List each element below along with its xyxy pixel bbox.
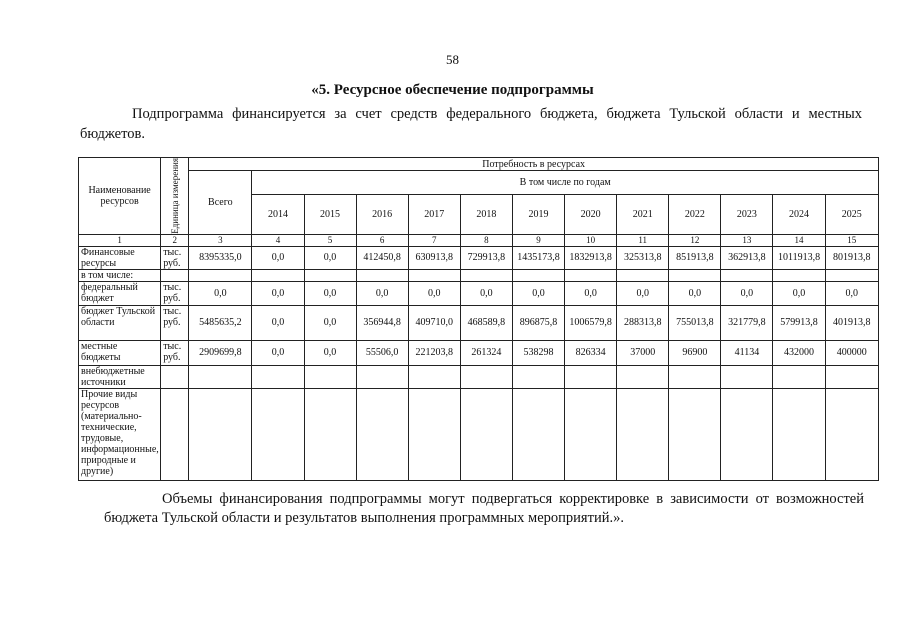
year-value-cell: 1435173,8	[512, 246, 564, 269]
column-number: 10	[565, 234, 617, 246]
year-value-cell	[721, 388, 773, 480]
unit-cell	[161, 388, 189, 480]
year-value-cell: 221203,8	[408, 340, 460, 365]
column-number: 5	[304, 234, 356, 246]
header-year: 2021	[617, 194, 669, 234]
header-year: 2017	[408, 194, 460, 234]
year-value-cell: 851913,8	[669, 246, 721, 269]
year-value-cell: 801913,8	[825, 246, 878, 269]
column-number: 8	[460, 234, 512, 246]
column-number: 7	[408, 234, 460, 246]
year-value-cell	[773, 388, 825, 480]
total-cell: 8395335,0	[189, 246, 252, 269]
year-value-cell: 1832913,8	[565, 246, 617, 269]
table-row	[79, 246, 879, 269]
year-value-cell	[356, 388, 408, 480]
year-value-cell	[617, 365, 669, 388]
total-cell	[189, 269, 252, 281]
year-value-cell	[565, 365, 617, 388]
total-cell: 0,0	[189, 281, 252, 305]
year-value-cell: 468589,8	[460, 305, 512, 340]
column-number: 12	[669, 234, 721, 246]
year-value-cell: 579913,8	[773, 305, 825, 340]
table-row	[79, 365, 879, 388]
header-year: 2018	[460, 194, 512, 234]
year-value-cell	[825, 365, 878, 388]
year-value-cell: 0,0	[773, 281, 825, 305]
year-value-cell: 1006579,8	[565, 305, 617, 340]
year-value-cell: 362913,8	[721, 246, 773, 269]
column-number: 15	[825, 234, 878, 246]
year-value-cell: 409710,0	[408, 305, 460, 340]
year-value-cell: 0,0	[356, 281, 408, 305]
year-value-cell	[669, 388, 721, 480]
year-value-cell	[825, 388, 878, 480]
year-value-cell	[773, 365, 825, 388]
year-value-cell: 96900	[669, 340, 721, 365]
year-value-cell	[408, 388, 460, 480]
year-value-cell	[669, 365, 721, 388]
column-number: 2	[161, 234, 189, 246]
column-numbers-row	[79, 234, 879, 246]
table-header	[79, 158, 879, 247]
year-value-cell: 0,0	[460, 281, 512, 305]
year-value-cell: 288313,8	[617, 305, 669, 340]
header-unit-text: Единица измерения	[169, 158, 180, 234]
header-total: Всего	[189, 171, 252, 235]
year-value-cell: 401913,8	[825, 305, 878, 340]
year-value-cell: 321779,8	[721, 305, 773, 340]
header-year: 2022	[669, 194, 721, 234]
unit-cell: тыс. руб.	[161, 246, 189, 269]
year-value-cell	[304, 365, 356, 388]
year-value-cell: 0,0	[512, 281, 564, 305]
total-cell	[189, 388, 252, 480]
header-resource-name: Наименование ресурсов	[79, 158, 161, 235]
table-row	[79, 269, 879, 281]
year-value-cell	[825, 269, 878, 281]
year-value-cell: 0,0	[669, 281, 721, 305]
year-value-cell: 538298	[512, 340, 564, 365]
column-number: 1	[79, 234, 161, 246]
column-number: 14	[773, 234, 825, 246]
column-number: 4	[252, 234, 304, 246]
year-value-cell	[304, 269, 356, 281]
year-value-cell	[408, 269, 460, 281]
year-value-cell: 0,0	[252, 340, 304, 365]
outro-paragraph: Объемы финансирования подпрограммы могут подвергаться корректировке в зависимости от возможностей бюджета Тульской области и результатов выполнения программных мероприятий.».	[104, 491, 864, 526]
header-year: 2025	[825, 194, 878, 234]
header-year: 2019	[512, 194, 564, 234]
year-value-cell	[460, 388, 512, 480]
year-value-cell: 0,0	[252, 305, 304, 340]
column-number: 13	[721, 234, 773, 246]
year-value-cell: 432000	[773, 340, 825, 365]
year-value-cell: 896875,8	[512, 305, 564, 340]
year-value-cell: 37000	[617, 340, 669, 365]
header-year: 2015	[304, 194, 356, 234]
unit-cell: тыс. руб.	[161, 281, 189, 305]
table-row	[79, 388, 879, 480]
year-value-cell: 0,0	[721, 281, 773, 305]
year-value-cell	[252, 388, 304, 480]
year-value-cell: 0,0	[825, 281, 878, 305]
year-value-cell: 0,0	[252, 281, 304, 305]
header-unit	[161, 158, 189, 235]
year-value-cell	[669, 269, 721, 281]
year-value-cell	[356, 269, 408, 281]
header-by-year: В том числе по годам	[252, 171, 879, 195]
header-resource-need: Потребность в ресурсах	[189, 158, 879, 171]
column-number: 11	[617, 234, 669, 246]
year-value-cell: 1011913,8	[773, 246, 825, 269]
year-value-cell: 400000	[825, 340, 878, 365]
resource-name-cell: в том числе:	[79, 269, 161, 281]
section-title: «5. Ресурсное обеспечение подпрограммы	[311, 82, 594, 98]
year-value-cell	[617, 388, 669, 480]
year-value-cell	[408, 365, 460, 388]
year-value-cell	[512, 365, 564, 388]
table-row	[79, 281, 879, 305]
year-value-cell: 41134	[721, 340, 773, 365]
year-value-cell: 826334	[565, 340, 617, 365]
table-row	[79, 340, 879, 365]
resource-name-cell: местные бюджеты	[79, 340, 161, 365]
column-number: 3	[189, 234, 252, 246]
page-number: 58	[446, 52, 459, 67]
table-row	[79, 305, 879, 340]
year-value-cell	[460, 365, 512, 388]
year-value-cell: 0,0	[408, 281, 460, 305]
header-year: 2023	[721, 194, 773, 234]
header-year: 2020	[565, 194, 617, 234]
total-cell: 2909699,8	[189, 340, 252, 365]
year-value-cell: 0,0	[304, 340, 356, 365]
year-value-cell	[512, 269, 564, 281]
year-value-cell: 55506,0	[356, 340, 408, 365]
total-cell: 5485635,2	[189, 305, 252, 340]
year-value-cell: 325313,8	[617, 246, 669, 269]
resource-name-cell: Прочие виды ресурсов (материально-технические, трудовые, информационные, природные и другие)	[79, 388, 161, 480]
total-cell	[189, 365, 252, 388]
year-value-cell	[617, 269, 669, 281]
header-year: 2024	[773, 194, 825, 234]
header-year: 2016	[356, 194, 408, 234]
year-value-cell: 261324	[460, 340, 512, 365]
year-value-cell: 729913,8	[460, 246, 512, 269]
year-value-cell	[721, 269, 773, 281]
unit-cell: тыс. руб.	[161, 340, 189, 365]
resource-name-cell: внебюджетные источники	[79, 365, 161, 388]
year-value-cell: 755013,8	[669, 305, 721, 340]
year-value-cell	[252, 269, 304, 281]
header-year: 2014	[252, 194, 304, 234]
year-value-cell: 0,0	[252, 246, 304, 269]
year-value-cell	[565, 388, 617, 480]
year-value-cell	[304, 388, 356, 480]
year-value-cell: 412450,8	[356, 246, 408, 269]
unit-cell	[161, 269, 189, 281]
intro-paragraph: Подпрограмма финансируется за счет средств федерального бюджета, бюджета Тульской области и местных бюджетов.	[80, 106, 862, 142]
year-value-cell: 0,0	[304, 305, 356, 340]
column-number: 9	[512, 234, 564, 246]
year-value-cell	[252, 365, 304, 388]
unit-cell: тыс. руб.	[161, 305, 189, 340]
resource-table	[78, 157, 879, 481]
resource-name-cell: бюджет Тульской области	[79, 305, 161, 340]
year-value-cell	[721, 365, 773, 388]
year-value-cell: 0,0	[617, 281, 669, 305]
table-body	[79, 246, 879, 480]
unit-cell	[161, 365, 189, 388]
year-value-cell	[773, 269, 825, 281]
year-value-cell: 0,0	[304, 281, 356, 305]
resource-name-cell: Финансовые ресурсы	[79, 246, 161, 269]
year-value-cell: 356944,8	[356, 305, 408, 340]
year-value-cell	[565, 269, 617, 281]
year-value-cell	[460, 269, 512, 281]
year-value-cell: 630913,8	[408, 246, 460, 269]
year-value-cell	[356, 365, 408, 388]
year-value-cell	[512, 388, 564, 480]
year-value-cell: 0,0	[565, 281, 617, 305]
resource-name-cell: федеральный бюджет	[79, 281, 161, 305]
year-value-cell: 0,0	[304, 246, 356, 269]
column-number: 6	[356, 234, 408, 246]
